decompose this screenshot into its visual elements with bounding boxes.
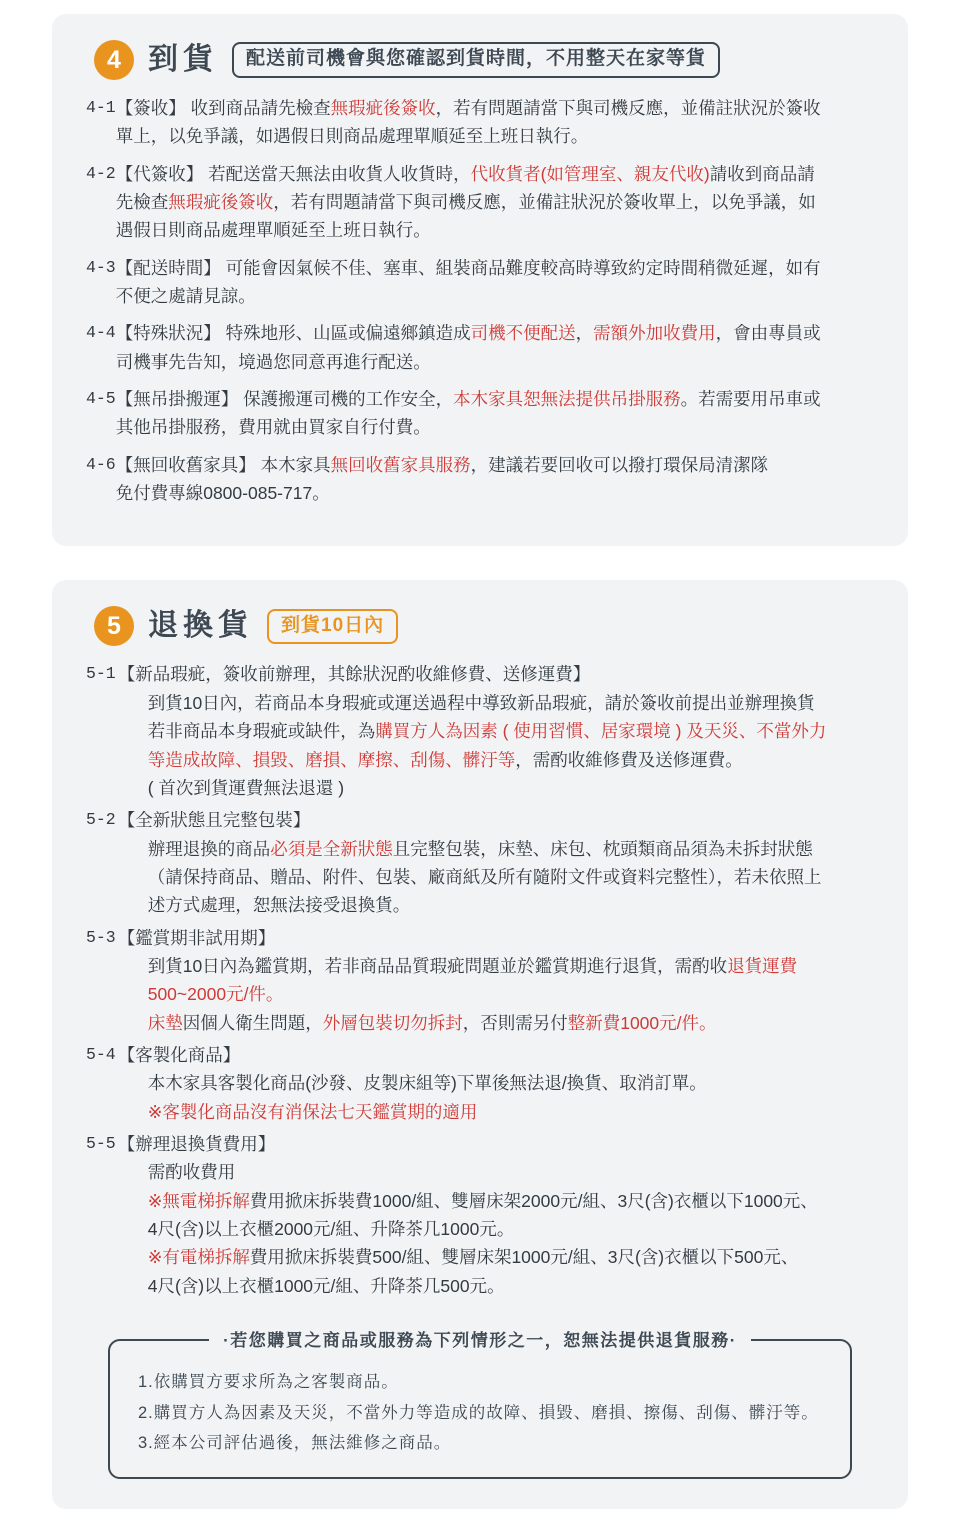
clause-line <box>118 1272 874 1300</box>
clause-text <box>116 451 874 508</box>
plain-text: 且完整包裝，床墊、床包、枕頭類商品須為未拆封狀態 <box>392 838 813 859</box>
clause-text <box>116 806 874 919</box>
clause-number: 4-2 <box>86 163 116 183</box>
clause-line <box>118 835 874 863</box>
plain-text: ，若有問題請當下與司機反應，並備註狀況於簽收單上，以免爭議，如 <box>273 192 816 213</box>
clause-line <box>118 924 874 952</box>
clause-text <box>116 1130 874 1300</box>
highlight-text: 無瑕疵後簽收 <box>168 192 274 213</box>
plain-text: 其他吊掛服務，費用就由買家自行付費。 <box>115 417 431 438</box>
plain-text: 辦理退換的商品 <box>147 838 271 859</box>
exclusion-note-title <box>108 1326 852 1351</box>
clause-item <box>86 451 874 508</box>
highlight-text: 整新費1000元/件。 <box>567 1012 717 1033</box>
plain-text: 單上，以免爭議，如遇假日則商品處理單順延至上班日執行。 <box>115 126 589 147</box>
clause-line <box>118 717 874 745</box>
plain-text: ( 首次到貨運費無法退還 ) <box>147 777 345 798</box>
plain-text: ， <box>575 323 594 344</box>
clause-line <box>118 891 874 919</box>
plain-text: ，若有問題請當下與司機反應，並備註狀況於簽收 <box>435 98 821 118</box>
highlight-text: 等造成故障、損毀、磨損、摩擦、刮傷、髒汙等 <box>147 749 516 770</box>
clause-line <box>118 1069 874 1097</box>
clause-item <box>86 254 874 311</box>
highlight-text: 退貨運費 <box>727 955 798 976</box>
clause-item <box>86 319 874 376</box>
plain-text: 【全新狀態且完整包裝】 <box>117 810 311 831</box>
clause-line <box>118 1041 874 1069</box>
clause-line <box>118 806 874 834</box>
clause-line <box>116 413 874 441</box>
clause-line <box>118 660 874 688</box>
highlight-text: 無回收舊家具服務 <box>330 454 471 475</box>
plain-text: 【新品瑕疵，簽收前辦理，其餘狀況酌收維修費、送修運費】 <box>117 664 591 685</box>
clause-text <box>116 254 874 311</box>
clause-line <box>116 282 874 310</box>
clause-text <box>116 319 874 376</box>
clause-line <box>118 746 874 774</box>
clause-line <box>116 122 874 150</box>
plain-text: 費用掀床拆裝費500/組、雙層床架1000元/組、3尺(含)衣櫃以下500元、 <box>249 1247 799 1268</box>
clause-line <box>116 216 874 244</box>
plain-text: 【特殊狀況】 特殊地形、山區或偏遠鄉鎮造成 <box>115 323 471 344</box>
plain-text: 因個人衛生問題， <box>182 1012 323 1033</box>
plain-text: 需酌收費用 <box>147 1162 236 1183</box>
clause-line <box>116 385 874 413</box>
plain-text: 4尺(含)以上衣櫃2000元/組、升降茶几1000元。 <box>147 1219 515 1239</box>
exclusion-note <box>108 1326 852 1479</box>
clause-line <box>116 188 874 216</box>
clause-text <box>116 1041 874 1126</box>
plain-text: ，否則需另付 <box>462 1012 568 1033</box>
plain-text: 。若需要用吊車或 <box>680 389 821 410</box>
plain-text: 費用掀床拆裝費1000/組、雙層床架2000元/組、3尺(含)衣櫃以下1000元、 <box>249 1190 818 1211</box>
clause-line <box>118 1098 874 1126</box>
plain-text: 【簽收】 收到商品請先檢查 <box>115 98 331 118</box>
section-tag: 到貨10日內 <box>267 609 398 645</box>
clause-line <box>118 689 874 717</box>
section-card-returns <box>52 580 908 1508</box>
plain-text: 請收到商品請 <box>709 163 815 184</box>
clause-line <box>118 1215 874 1243</box>
clause-line <box>118 863 874 891</box>
section-title: 到貨 <box>148 43 218 76</box>
plain-text: 先檢查 <box>115 192 169 213</box>
clause-number: 4-3 <box>86 257 116 277</box>
clause-line <box>118 1130 874 1158</box>
plain-text: 【鑑賞期非試用期】 <box>117 927 276 948</box>
clause-text <box>116 94 874 151</box>
highlight-text: ※客製化商品沒有消保法七天鑑賞期的適用 <box>147 1101 478 1122</box>
clause-number: 5-2 <box>86 810 116 830</box>
plain-text: 免付費專線0800-085-717。 <box>115 483 330 504</box>
section-number-badge: 5 <box>94 606 134 646</box>
clause-number: 5-4 <box>86 1044 116 1064</box>
section-header-delivery <box>86 40 874 80</box>
plain-text: （請保持商品、贈品、附件、包裝、廠商紙及所有隨附文件或資料完整性），若未依照上 <box>147 866 822 887</box>
clause-line <box>116 451 874 479</box>
plain-text: 【客製化商品】 <box>117 1044 241 1065</box>
clause-line <box>116 319 874 347</box>
highlight-text: 外層包裝切勿拆封 <box>322 1012 463 1033</box>
clause-number: 4-1 <box>86 98 116 117</box>
clause-text <box>116 160 874 245</box>
plain-text: 若非商品本身瑕疵或缺件，為 <box>147 721 376 742</box>
highlight-text: 必須是全新狀態 <box>270 838 393 859</box>
plain-text: 【配送時間】 可能會因氣候不佳、塞車、組裝商品難度較高時導致約定時間稍微延遲，如有 <box>115 257 821 278</box>
clause-line <box>118 952 874 980</box>
plain-text: ，建議若要回收可以撥打環保局清潔隊 <box>470 454 769 475</box>
clause-item <box>86 1130 874 1300</box>
exclusion-note-line: 3.經本公司評估過後，無法維修之商品。 <box>138 1434 452 1453</box>
clause-line <box>116 479 874 507</box>
clause-line <box>118 1187 874 1215</box>
plain-text: 述方式處理，恕無法接受退換貨。 <box>147 895 411 916</box>
highlight-text: ※無電梯拆解 <box>147 1190 250 1211</box>
section-header-returns <box>86 606 874 646</box>
clause-line <box>116 254 874 282</box>
clause-text <box>116 385 874 442</box>
clause-item <box>86 1041 874 1126</box>
clause-text <box>116 924 874 1037</box>
clause-item <box>86 660 874 802</box>
plain-text: 本木家具客製化商品(沙發、皮製床組等)下單後無法退/換貨、取消訂單。 <box>147 1073 707 1094</box>
clause-item <box>86 924 874 1037</box>
clause-number: 5-3 <box>86 927 116 947</box>
section-items-returns <box>86 660 874 1300</box>
section-tag: 配送前司機會與您確認到貨時間，不用整天在家等貨 <box>232 42 720 78</box>
highlight-text: 500~2000元/件。 <box>147 984 284 1005</box>
plain-text: 【無吊掛搬運】 保護搬運司機的工作安全， <box>115 389 454 410</box>
plain-text: 4尺(含)以上衣櫃1000元/組、升降茶几500元。 <box>147 1275 505 1296</box>
exclusion-note-line: 1.依購買方要求所為之客製商品。 <box>138 1373 399 1392</box>
clause-number: 5-5 <box>86 1133 116 1153</box>
clause-number: 4-4 <box>86 323 116 343</box>
clause-item <box>86 806 874 919</box>
highlight-text: 司機不便配送 <box>470 323 576 344</box>
clause-line <box>116 160 874 188</box>
plain-text: 【代簽收】 若配送當天無法由收貨人收貨時， <box>115 163 471 184</box>
clause-line <box>118 1009 874 1037</box>
plain-text: ，需酌收維修費及送修運費。 <box>515 749 743 770</box>
highlight-text: 購買方人為因素 ( 使用習慣、居家環境 ) 及天災、不當外力 <box>375 721 827 742</box>
plain-text: 遇假日則商品處理單順延至上班日執行。 <box>115 220 431 241</box>
clause-line <box>116 94 874 122</box>
clause-line <box>118 980 874 1008</box>
section-card-delivery <box>52 14 908 546</box>
plain-text: 【辦理退換貨費用】 <box>117 1133 276 1154</box>
exclusion-note-title-text: ·若您購買之商品或服務為下列情形之一，恕無法提供退貨服務· <box>209 1331 751 1350</box>
clause-item <box>86 94 874 151</box>
highlight-text: 本木家具恕無法提供吊掛服務 <box>453 389 681 410</box>
clause-number: 4-6 <box>86 454 116 474</box>
exclusion-note-box <box>108 1339 852 1479</box>
section-number-badge: 4 <box>94 40 134 80</box>
exclusion-note-line: 2.購買方人為因素及天災，不當外力等造成的故障、損毀、磨損、擦傷、刮傷、髒汙等。 <box>138 1403 819 1422</box>
highlight-text: 代收貨者(如管理室、親友代收) <box>470 163 710 184</box>
clause-item <box>86 385 874 442</box>
plain-text: 司機事先告知，境過您同意再進行配送。 <box>115 351 431 372</box>
clause-line <box>118 1243 874 1271</box>
plain-text: 【無回收舊家具】 本木家具 <box>115 454 331 475</box>
plain-text: ，會由專員或 <box>715 323 821 344</box>
section-title: 退換貨 <box>148 609 253 643</box>
plain-text: 到貨10日內，若商品本身瑕疵或運送過程中導致新品瑕疵，請於簽收前提出並辦理換貨 <box>147 692 815 713</box>
plain-text: 不便之處請見諒。 <box>115 286 256 307</box>
clause-text <box>116 660 874 802</box>
highlight-text: ※有電梯拆解 <box>147 1247 250 1268</box>
highlight-text: 床墊 <box>147 1012 183 1033</box>
clause-line <box>118 1158 874 1186</box>
clause-line <box>118 774 874 802</box>
clause-item <box>86 160 874 245</box>
clause-number: 5-1 <box>86 664 116 684</box>
highlight-text: 無瑕疵後簽收 <box>330 98 436 118</box>
section-items-delivery <box>86 94 874 507</box>
highlight-text: 需額外加收費用 <box>593 323 716 344</box>
clause-line <box>116 348 874 376</box>
plain-text: 到貨10日內為鑑賞期，若非商品品質瑕疵問題並於鑑賞期進行退貨，需酌收 <box>147 955 728 976</box>
clause-number: 4-5 <box>86 389 116 409</box>
